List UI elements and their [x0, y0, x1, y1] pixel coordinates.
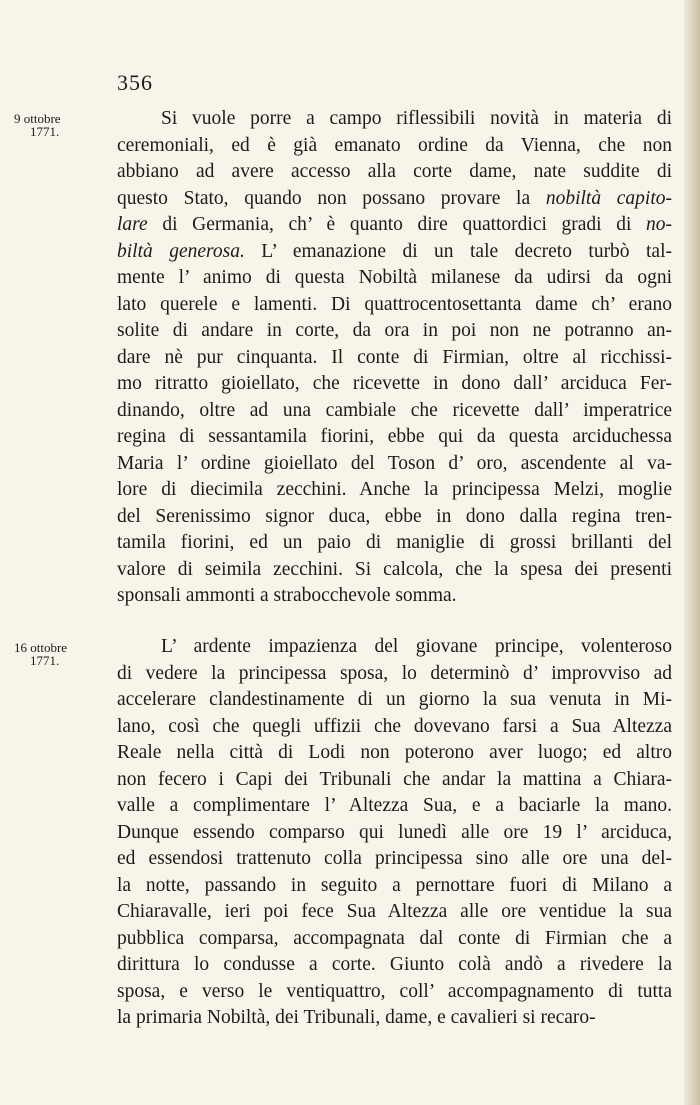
text-segment: dare nè pur cinquanta. Il conte di Firmian, oltre al ricchissi-: [117, 346, 672, 368]
text-segment: pubblica comparsa, accompagnata dal conte di Firmian che a: [117, 927, 672, 949]
text-segment: mente l’ animo di questa Nobiltà milanese da udirsi da ogni: [117, 267, 672, 288]
text-line: [117, 530, 672, 557]
text-segment: L’ ardente impazienza del giovane principe, volenteroso: [161, 636, 672, 657]
text-line: [117, 979, 672, 1006]
text-line: [117, 661, 672, 688]
text-segment: abbiano ad avere accesso alla corte dame, nate suddite di: [117, 161, 672, 182]
italic-text: biltà generosa.: [117, 240, 245, 262]
text-segment: tamila fiorini, ed un paio di maniglie di grossi brillanti del: [117, 532, 672, 553]
text-line: [117, 767, 672, 794]
text-line: [117, 159, 672, 186]
text-segment: Maria l’ ordine gioiellato del Toson d’ oro, ascendente al va-: [117, 452, 672, 474]
margin-year: 1771.: [30, 124, 60, 139]
text-segment: valore di seimila zecchini. Si calcola, che la spesa dei presenti: [117, 558, 672, 580]
text-segment: solite di andare in corte, da ora in poi non ne potranno an-: [117, 320, 672, 341]
text-line: [117, 318, 672, 345]
text-segment: lore di diecimila zecchini. Anche la principessa Melzi, moglie: [117, 479, 672, 500]
text-line: [117, 687, 672, 714]
text-line: [117, 583, 672, 610]
text-segment: Dunque essendo comparso qui lunedì alle ore 19 l’ arciduca,: [117, 821, 672, 843]
text-line: [117, 292, 672, 319]
text-segment: accelerare clandestinamente di un giorno la sua venuta in Mi-: [117, 689, 672, 710]
text-segment: non fecero i Capi dei Tribunali che andar la mattina a Chiara-: [117, 768, 672, 790]
page-number: 356: [117, 70, 153, 95]
text-line: [117, 793, 672, 820]
text-segment: questo Stato, quando non possano provare la: [117, 187, 546, 209]
page-edge: [684, 0, 700, 1105]
text-segment: ed essendosi trattenuto colla principessa sino alle ore una del-: [117, 848, 672, 869]
text-segment: L’ emanazione di un tale decreto turbò tal-: [244, 240, 672, 262]
margin-date-note: [14, 112, 118, 138]
margin-date: 16 ottobre: [14, 640, 68, 655]
text-line: [117, 424, 672, 451]
paragraph: [117, 106, 672, 610]
text-line: [117, 398, 672, 425]
text-line: [117, 899, 672, 926]
text-line: [117, 557, 672, 584]
text-line: [117, 345, 672, 372]
text-segment: la primaria Nobiltà, dei Tribunali, dame, e cavalieri si recaro-: [117, 1007, 596, 1028]
text-segment: lato querele e lamenti. Di quattrocentosettanta dame ch’ erano: [117, 293, 672, 315]
text-segment: sponsali ammonti a strabocchevole somma.: [117, 585, 457, 606]
italic-text: no-: [646, 214, 672, 235]
text-segment: mo ritratto gioiellato, che ricevette in dono dall’ arciduca Fer-: [117, 373, 672, 394]
text-line: [117, 846, 672, 873]
text-segment: regina di sessantamila fiorini, ebbe qui da questa arciduchessa: [117, 426, 672, 447]
text-line: [117, 926, 672, 953]
text-segment: Chiaravalle, ieri poi fece Sua Altezza alle ore ventidue la sua: [117, 901, 672, 922]
text-line: [117, 1005, 672, 1032]
text-line: [117, 106, 672, 133]
text-segment: di vedere la principessa sposa, lo determinò d’ improvviso ad: [117, 662, 672, 684]
text-segment: del Serenissimo signor duca, ebbe in dono dalla regina tren-: [117, 505, 672, 527]
text-segment: sposa, e verso le ventiquattro, coll’ accompagnamento di tutta: [117, 980, 672, 1002]
paragraph: [117, 634, 672, 1032]
text-line: [117, 265, 672, 292]
text-segment: ceremoniali, ed è già emanato ordine da Vienna, che non: [117, 134, 672, 156]
margin-year: 1771.: [30, 653, 60, 668]
text-line: [117, 451, 672, 478]
italic-text: nobiltà capito-: [545, 187, 672, 209]
text-line: [117, 952, 672, 979]
text-segment: la notte, passando in seguito a pernottare fuori di Milano a: [117, 874, 672, 896]
text-line: [117, 133, 672, 160]
text-segment: valle a complimentare l’ Altezza Sua, e a baciarle la mano.: [117, 795, 672, 816]
text-line: [117, 477, 672, 504]
text-segment: Si vuole porre a campo riflessibili novità in materia di: [161, 108, 672, 129]
text-segment: Reale nella città di Lodi non poterono aver luogo; ed altro: [117, 742, 672, 763]
text-segment: dinando, oltre ad una cambiale che ricevette dall’ imperatrice: [117, 399, 672, 421]
text-line: [117, 820, 672, 847]
margin-date-note: [14, 641, 118, 667]
text-line: [117, 212, 672, 239]
text-line: [117, 873, 672, 900]
text-segment: di Germania, ch’ è quanto dire quattordici gradi di: [147, 214, 646, 235]
text-line: [117, 634, 672, 661]
text-line: [117, 714, 672, 741]
text-segment: lano, così che quegli uffizii che dovevano farsi a Sua Altezza: [117, 715, 672, 737]
text-line: [117, 371, 672, 398]
italic-text: lare: [117, 214, 148, 235]
margin-date: 9 ottobre: [14, 111, 61, 126]
text-segment: dirittura lo condusse a corte. Giunto colà andò a rivedere la: [117, 954, 672, 975]
text-line: [117, 186, 672, 213]
text-line: [117, 239, 672, 266]
text-line: [117, 740, 672, 767]
text-line: [117, 504, 672, 531]
